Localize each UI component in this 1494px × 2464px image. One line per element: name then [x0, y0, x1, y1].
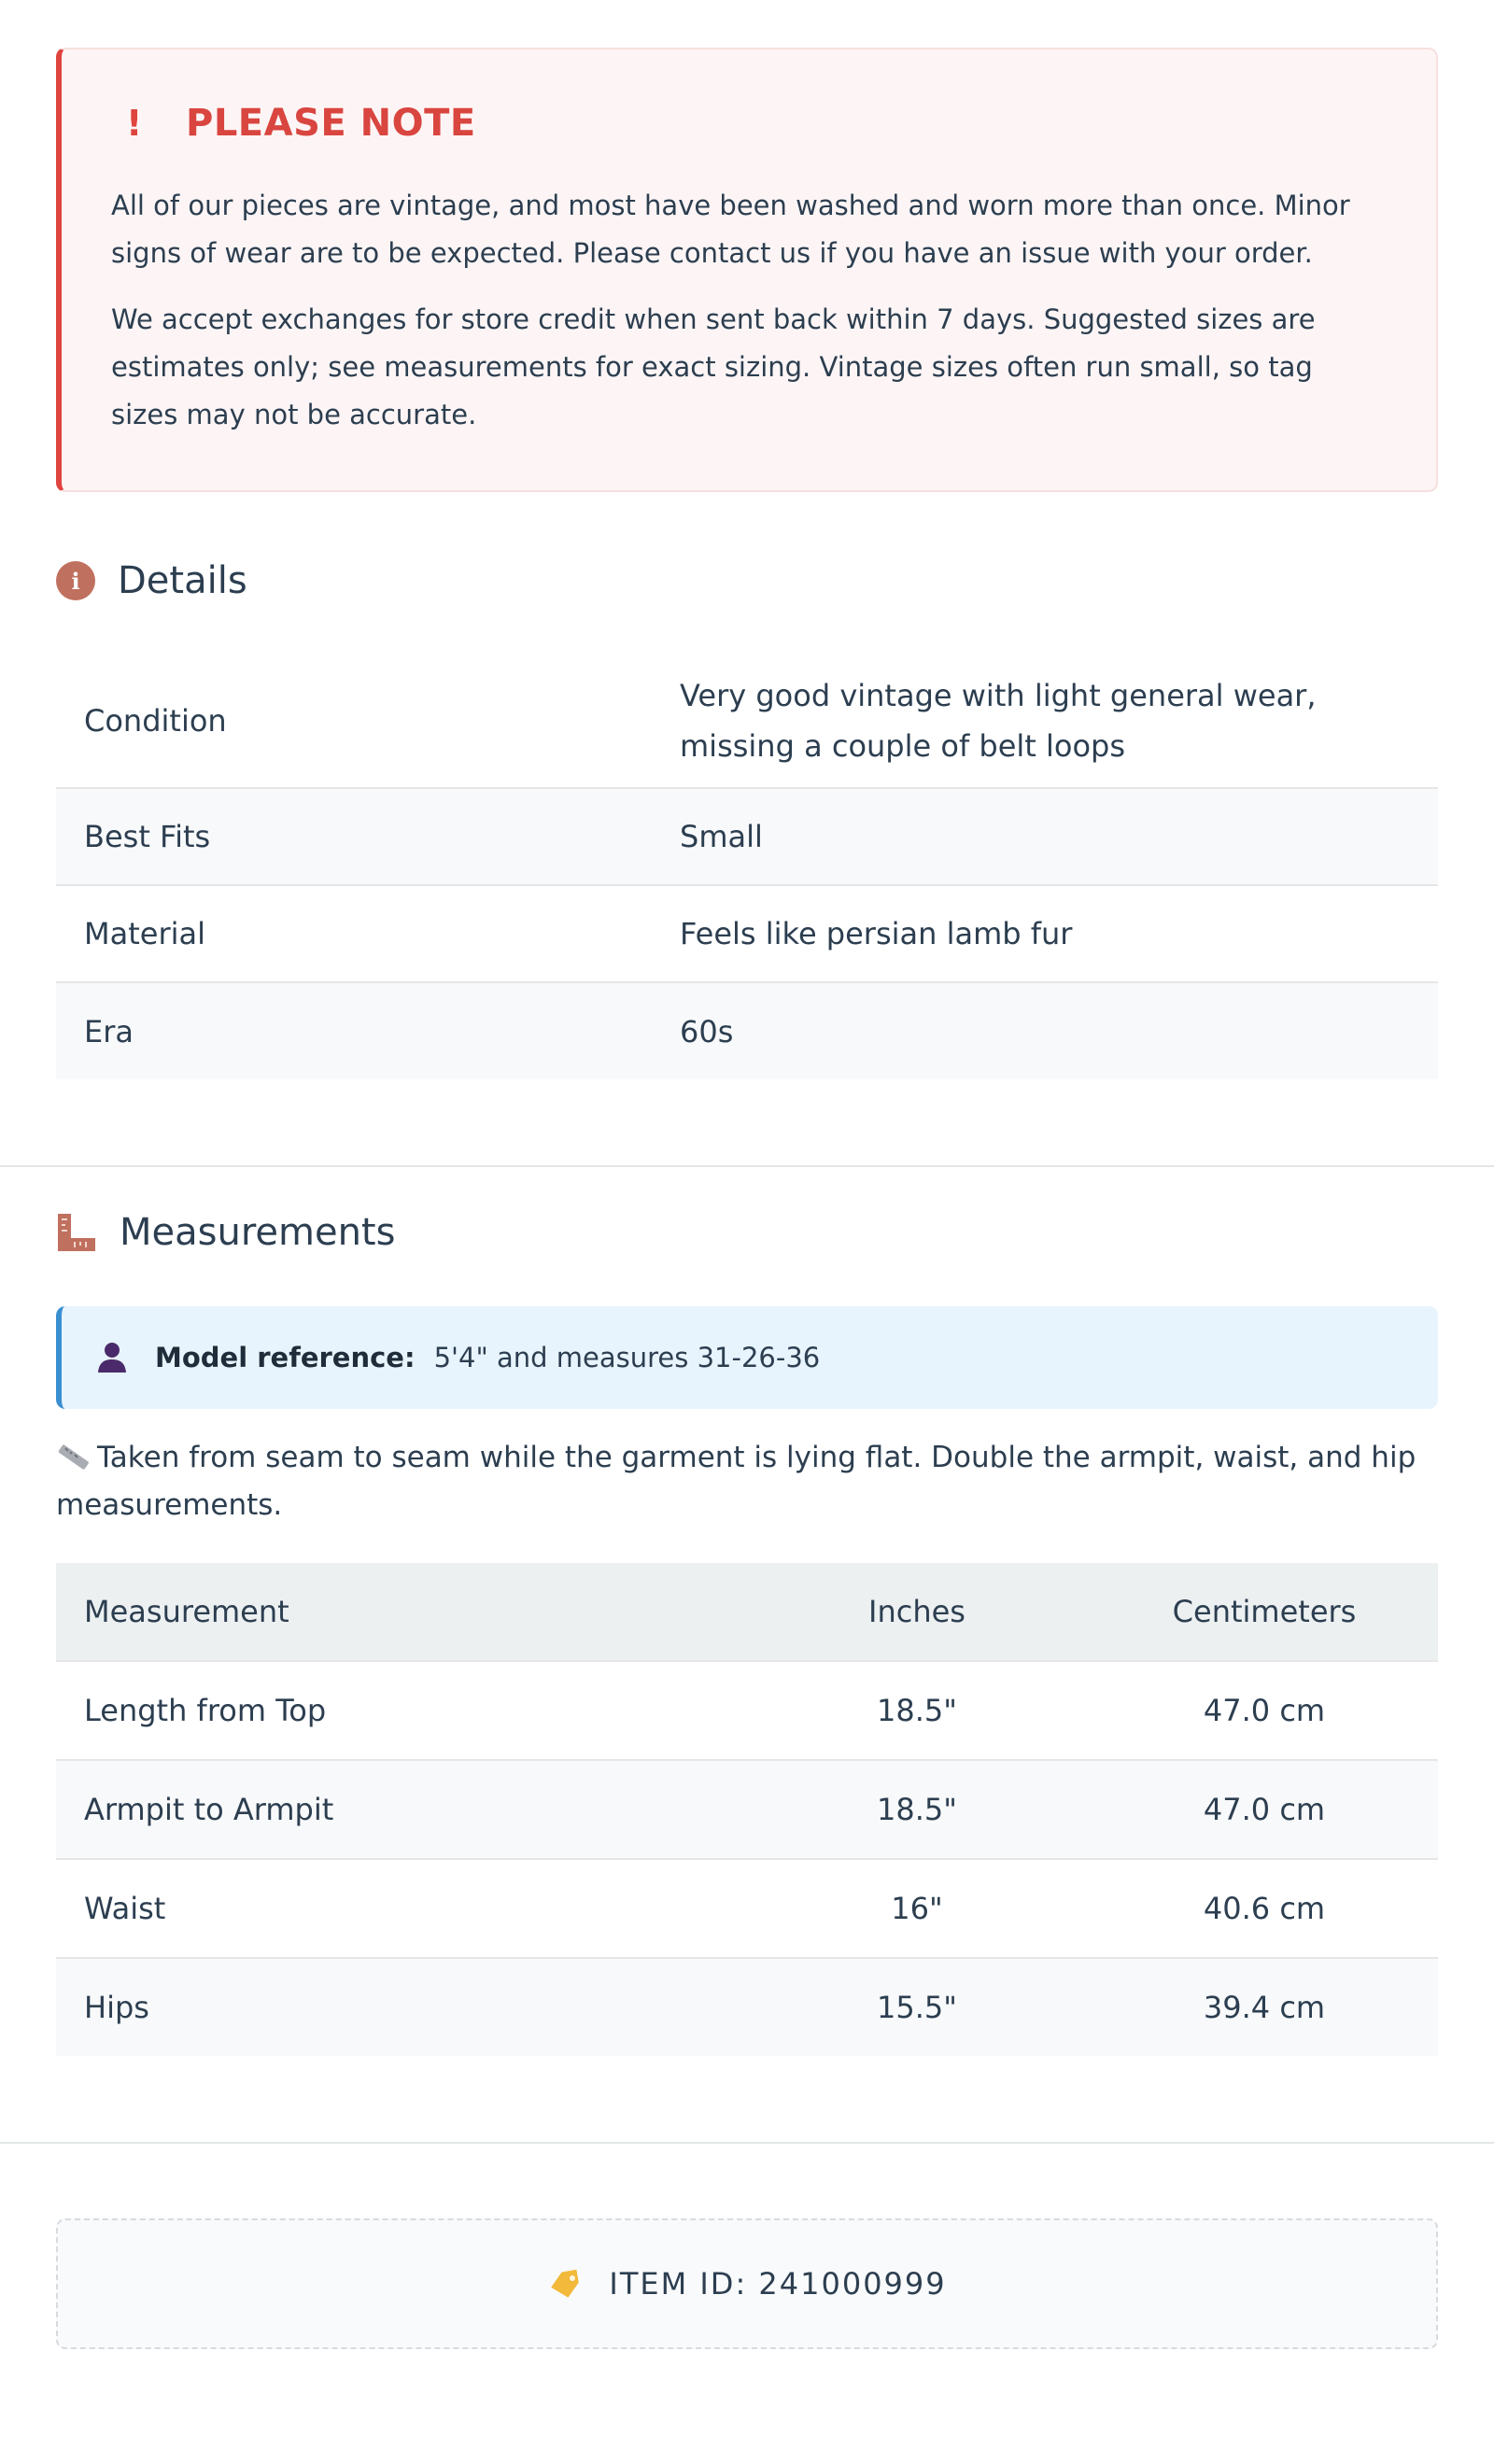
measurement-name: Armpit to Armpit — [56, 1760, 743, 1859]
ruler-icon — [56, 1212, 97, 1253]
measurement-inches: 15.5" — [743, 1958, 1091, 2056]
measurement-inches: 16" — [743, 1859, 1091, 1958]
section-divider — [0, 2142, 1494, 2144]
details-value: Feels like persian lamb fur — [679, 885, 1438, 982]
details-label: Era — [56, 982, 679, 1079]
measure-note — [56, 1434, 1438, 1529]
details-value: 60s — [679, 982, 1438, 1079]
column-header: Measurement — [56, 1563, 743, 1661]
details-title: Details — [118, 559, 247, 602]
column-header: Inches — [743, 1563, 1091, 1661]
measurement-inches: 18.5" — [743, 1661, 1091, 1760]
details-row — [56, 788, 1438, 885]
measurements-header — [56, 1204, 1438, 1260]
model-reference-value: 5'4" and measures 31-26-36 — [433, 1342, 821, 1373]
measurement-row — [56, 1958, 1438, 2056]
details-label: Condition — [56, 654, 679, 788]
details-label: Material — [56, 885, 679, 982]
model-reference-box — [56, 1306, 1438, 1409]
notice-header — [111, 104, 1388, 143]
details-row — [56, 885, 1438, 982]
notice-paragraph-2: We accept exchanges for store credit when sent back within 7 days. Suggested sizes are estimates only; see measurements for exact sizing. Vintage sizes often run small, so tag sizes may not be accurate. — [111, 303, 1316, 430]
details-value: Small — [679, 788, 1438, 885]
measurement-row — [56, 1760, 1438, 1859]
ruler-pencil-icon — [56, 1443, 90, 1471]
details-value: Very good vintage with light general wear, missing a couple of belt loops — [679, 654, 1438, 788]
details-row — [56, 654, 1438, 788]
person-icon — [97, 1342, 127, 1373]
measurement-name: Waist — [56, 1859, 743, 1958]
measurement-cm: 47.0 cm — [1091, 1760, 1438, 1859]
measurement-cm: 47.0 cm — [1091, 1661, 1438, 1760]
measurements-title: Measurements — [120, 1211, 396, 1254]
details-header — [56, 553, 1438, 609]
section-divider — [0, 1165, 1494, 1167]
measurement-row — [56, 1859, 1438, 1958]
exclamation-icon: ! — [126, 103, 143, 144]
item-id-box — [56, 2218, 1438, 2349]
measurement-name: Hips — [56, 1958, 743, 2056]
measurement-cm: 40.6 cm — [1091, 1859, 1438, 1958]
details-row — [56, 982, 1438, 1079]
details-table — [56, 654, 1438, 1079]
item-id-label: ITEM ID: 241000999 — [609, 2266, 947, 2302]
measurements-table — [56, 1563, 1438, 2056]
column-header: Centimeters — [1091, 1563, 1438, 1661]
measurement-row — [56, 1661, 1438, 1760]
measurement-name: Length from Top — [56, 1661, 743, 1760]
model-reference-label: Model reference: — [155, 1342, 416, 1373]
notice-title: PLEASE NOTE — [186, 102, 476, 145]
details-label: Best Fits — [56, 788, 679, 885]
measurements-header-row — [56, 1563, 1438, 1661]
tag-icon — [547, 2268, 585, 2300]
please-note-box — [56, 48, 1438, 492]
measure-note-text: Taken from seam to seam while the garment is lying flat. Double the armpit, waist, and hip measurements. — [56, 1441, 1416, 1522]
info-icon: i — [56, 561, 95, 600]
notice-paragraph-1: All of our pieces are vintage, and most have been washed and worn more than once. Minor signs of wear are to be expected. Please contact us if you have an issue with your order. — [111, 190, 1350, 269]
measurement-inches: 18.5" — [743, 1760, 1091, 1859]
measurement-cm: 39.4 cm — [1091, 1958, 1438, 2056]
